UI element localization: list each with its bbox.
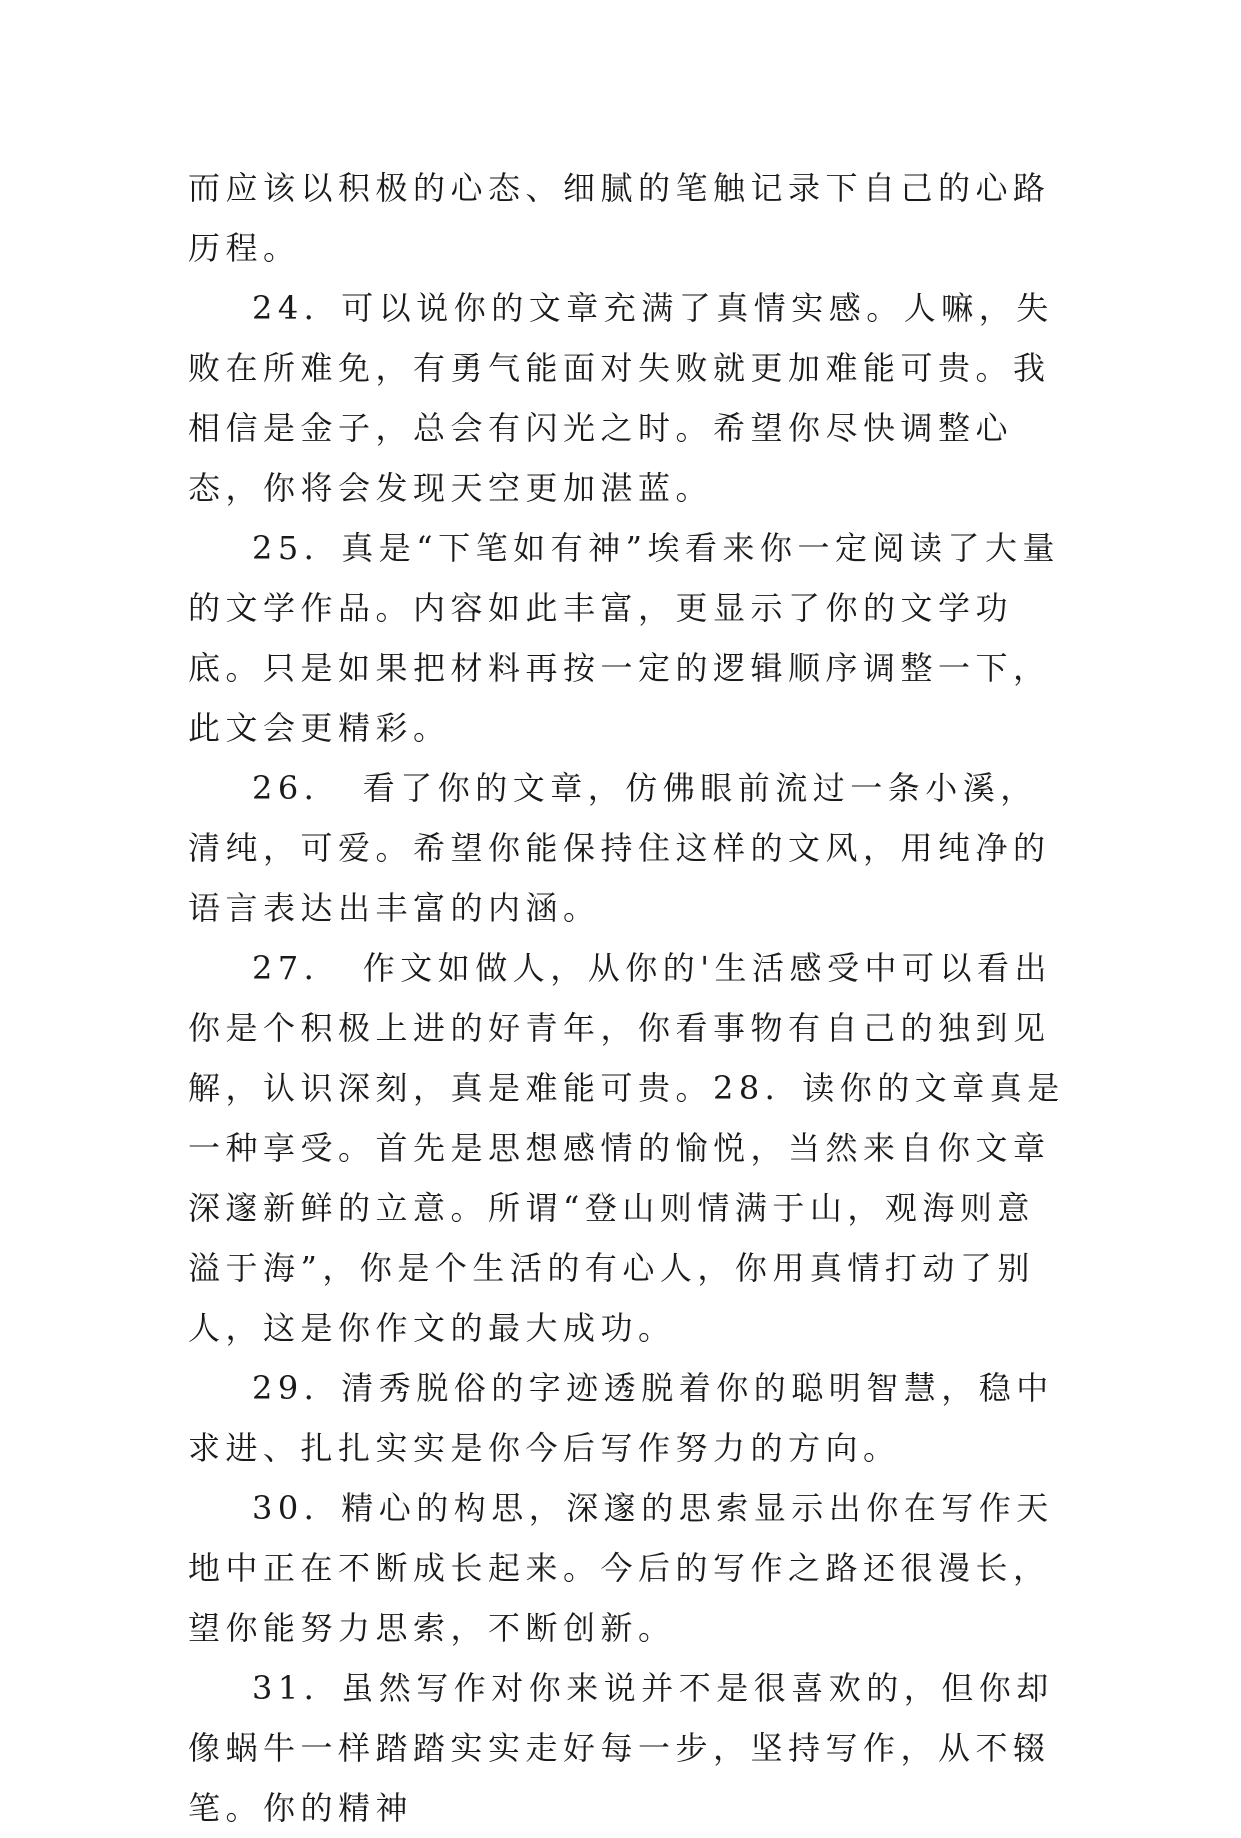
paragraph-comment-27-28: 27． 作文如做人，从你的'生活感受中可以看出你是个积极上进的好青年，你看事物有自己的独到见解，认识深刻，真是难能可贵。28．读你的文章真是一种享受。首先是思想感情的愉悦，当然来自你文章深邃新鲜的立意。所谓“登山则情满于山，观海则意溢于海”，你是个生活的有心人，你用真情打动了别人，这是你作文的最大成功。 <box>188 949 1065 1347</box>
paragraph-comment-30: 30．精心的构思，深邃的思索显示出你在写作天地中正在不断成长起来。今后的写作之路还很漫长，望你能努力思索，不断创新。 <box>188 1489 1054 1647</box>
paragraph-continuation: 而应该以积极的心态、细腻的笔触记录下自己的心路历程。 <box>188 169 1051 267</box>
paragraph-comment-24: 24．可以说你的文章充满了真情实感。人嘛，失败在所难免，有勇气能面对失败就更加难能可贵。我相信是金子，总会有闪光之时。希望你尽快调整心态，你将会发现天空更加湛蓝。 <box>188 289 1054 507</box>
paragraph-comment-25: 25．真是“下笔如有神”埃看来你一定阅读了大量的文学作品。内容如此丰富，更显示了你的文学功底。只是如果把材料再按一定的逻辑顺序调整一下，此文会更精彩。 <box>188 529 1060 747</box>
paragraph-comment-31: 31．虽然写作对你来说并不是很喜欢的，但你却像蜗牛一样踏踏实实走好每一步，坚持写作，从不辍笔。你的精神 <box>188 1669 1054 1827</box>
paragraph-comment-29: 29．清秀脱俗的字迹透脱着你的聪明智慧，稳中求进、扎扎实实是你今后写作努力的方向。 <box>188 1369 1054 1467</box>
paragraph-comment-26: 26． 看了你的文章，仿佛眼前流过一条小溪，清纯，可爱。希望你能保持住这样的文风，用纯净的语言表达出丰富的内涵。 <box>188 769 1051 927</box>
document-body <box>188 158 1068 1838</box>
